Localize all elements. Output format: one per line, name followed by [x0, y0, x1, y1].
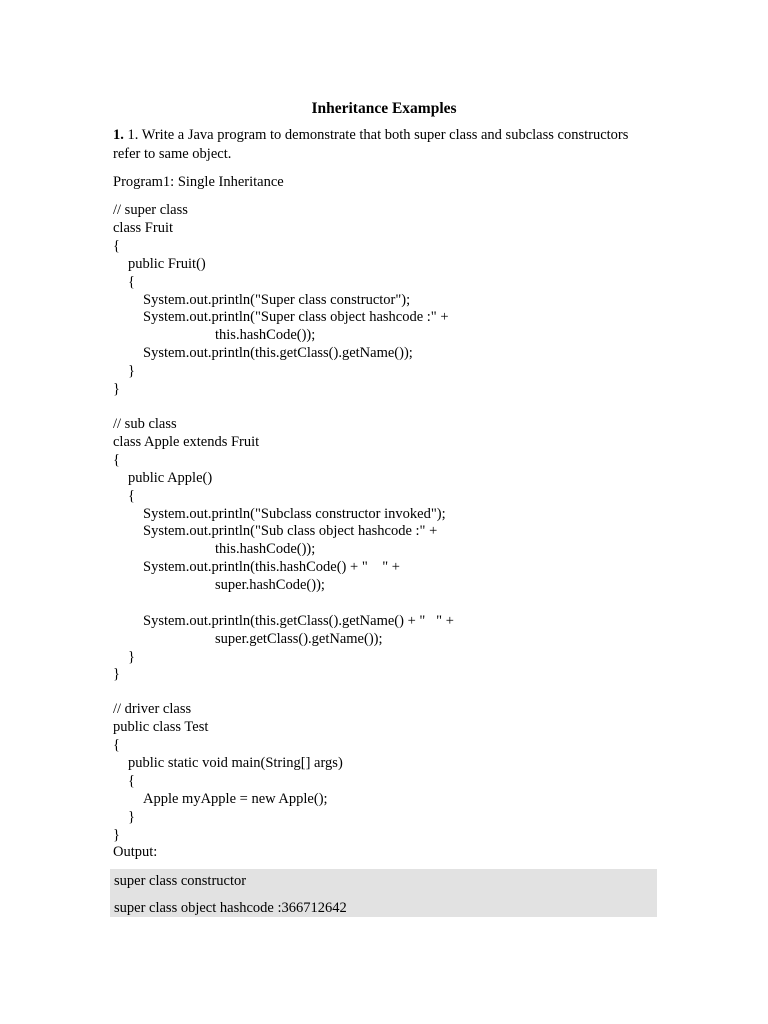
code-line: }: [113, 381, 120, 397]
code-line: }: [128, 809, 135, 825]
code-line: System.out.println("Super class constructor");: [143, 292, 411, 308]
code-line: {: [128, 488, 135, 504]
question-number: 1.: [113, 127, 124, 143]
code-line: public class Test: [113, 719, 209, 735]
code-line: {: [128, 773, 135, 789]
code-line: public Fruit(): [128, 256, 206, 272]
output-box: [110, 869, 657, 917]
question-line-1: 1. Write a Java program to demonstrate that both super class and subclass constructors: [127, 127, 629, 143]
code-line: class Apple extends Fruit: [113, 434, 260, 450]
code-line: System.out.println(this.getClass().getName() + " " +: [143, 613, 454, 629]
code-line: System.out.println(this.hashCode() + " " +: [143, 559, 400, 575]
code-line: // sub class: [113, 416, 177, 432]
code-line: System.out.println("Subclass constructor invoked");: [143, 506, 446, 522]
code-line: // super class: [113, 202, 188, 218]
code-line: public Apple(): [128, 470, 213, 486]
code-line: super.hashCode());: [215, 577, 325, 593]
code-line: }: [113, 827, 120, 843]
code-line: {: [113, 737, 120, 753]
code-line: {: [113, 238, 120, 254]
code-line: System.out.println(this.getClass().getName());: [143, 345, 413, 361]
code-line: super.getClass().getName());: [215, 631, 383, 647]
code-line: {: [113, 452, 120, 468]
document-title: Inheritance Examples: [311, 100, 457, 117]
code-line: Apple myApple = new Apple();: [143, 791, 328, 807]
output-line: super class constructor: [114, 873, 247, 889]
program-heading: Program1: Single Inheritance: [113, 174, 284, 190]
code-line: }: [113, 666, 120, 682]
code-line: // driver class: [113, 701, 192, 717]
question-line-2: refer to same object.: [113, 146, 232, 162]
output-label: Output:: [113, 844, 158, 860]
code-line: {: [128, 274, 135, 290]
code-line: System.out.println("Sub class object hashcode :" +: [143, 523, 438, 539]
code-line: this.hashCode());: [215, 541, 316, 557]
code-line: }: [128, 363, 135, 379]
code-line: class Fruit: [113, 220, 174, 236]
code-line: System.out.println("Super class object hashcode :" +: [143, 309, 449, 325]
code-line: this.hashCode());: [215, 327, 316, 343]
code-line: }: [128, 649, 135, 665]
output-line: super class object hashcode :366712642: [114, 900, 347, 916]
code-line: public static void main(String[] args): [128, 755, 343, 771]
question-text: [113, 126, 628, 144]
